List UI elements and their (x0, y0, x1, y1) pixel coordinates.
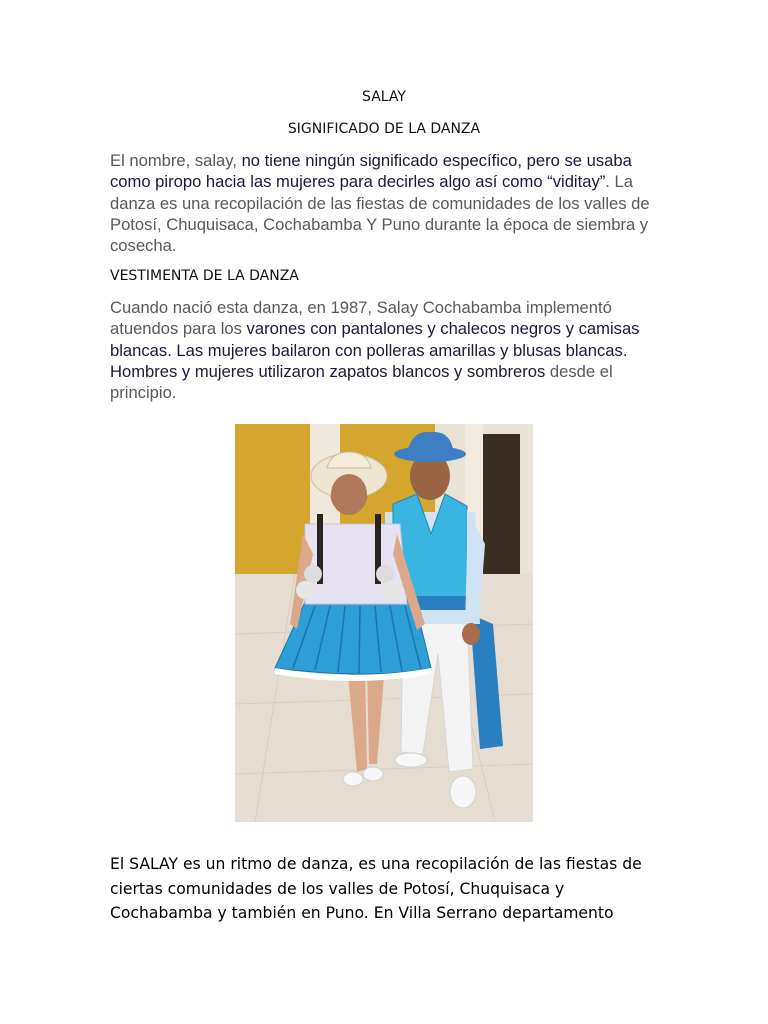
paragraph-vestimenta-part-a: Cuando nació esta danza, en 1987, Salay Cochabamba implementó atuendos para los (110, 298, 612, 339)
photo-dark-doorway (480, 434, 520, 574)
document-title: SALAY (362, 89, 406, 105)
paragraph-significado-part-a: El nombre, salay, (110, 151, 242, 170)
woman-right-tassel-2 (382, 581, 400, 599)
woman-left-shoe (343, 772, 363, 786)
paragraph-vestimenta-part-b: varones con pantalones y chalecos negros y camisas blancas. Las mujeres bailaron con polleras amarillas y blusas blancas. Hombres y mujeres utilizaron zapatos blancos y sombreros (110, 319, 640, 381)
paragraph-significado (110, 150, 670, 256)
section-heading-vestimenta: VESTIMENTA DE LA DANZA (110, 268, 299, 284)
woman-face-front (331, 474, 367, 514)
man-left-shoe (395, 753, 427, 767)
man-hand (462, 623, 480, 645)
paragraph-significado-part-c: . La danza es una recopilación de las fiestas de comunidades de los valles de Potosí, Chuquisaca, Cochabamba Y Puno durante la época de siembra y cosecha. (110, 172, 650, 256)
paragraph-vestimenta-part-c: desde el principio. (110, 361, 613, 403)
paragraph-significado-part-b: no tiene ningún significado específico, pero se usaba como piropo hacia las mujeres para decirles algo así como “viditay” (110, 151, 632, 192)
man-right-shoe (450, 776, 476, 808)
woman-left-tassel-2 (296, 581, 314, 599)
paragraph-vestimenta (110, 297, 670, 403)
woman-left-tassel (304, 565, 322, 583)
dancers-photo (235, 424, 533, 822)
woman-right-shoe (363, 767, 383, 781)
woman-right-tassel (376, 565, 394, 583)
paragraph-bottom: El SALAY es un ritmo de danza, es una recopilación de las fiestas de ciertas comunidades de los valles de Potosí, Chuquisaca y Cochabamba y también en Puno. En Villa Serrano departamento (110, 855, 642, 922)
section-heading-significado: SIGNIFICADO DE LA DANZA (287, 121, 481, 137)
